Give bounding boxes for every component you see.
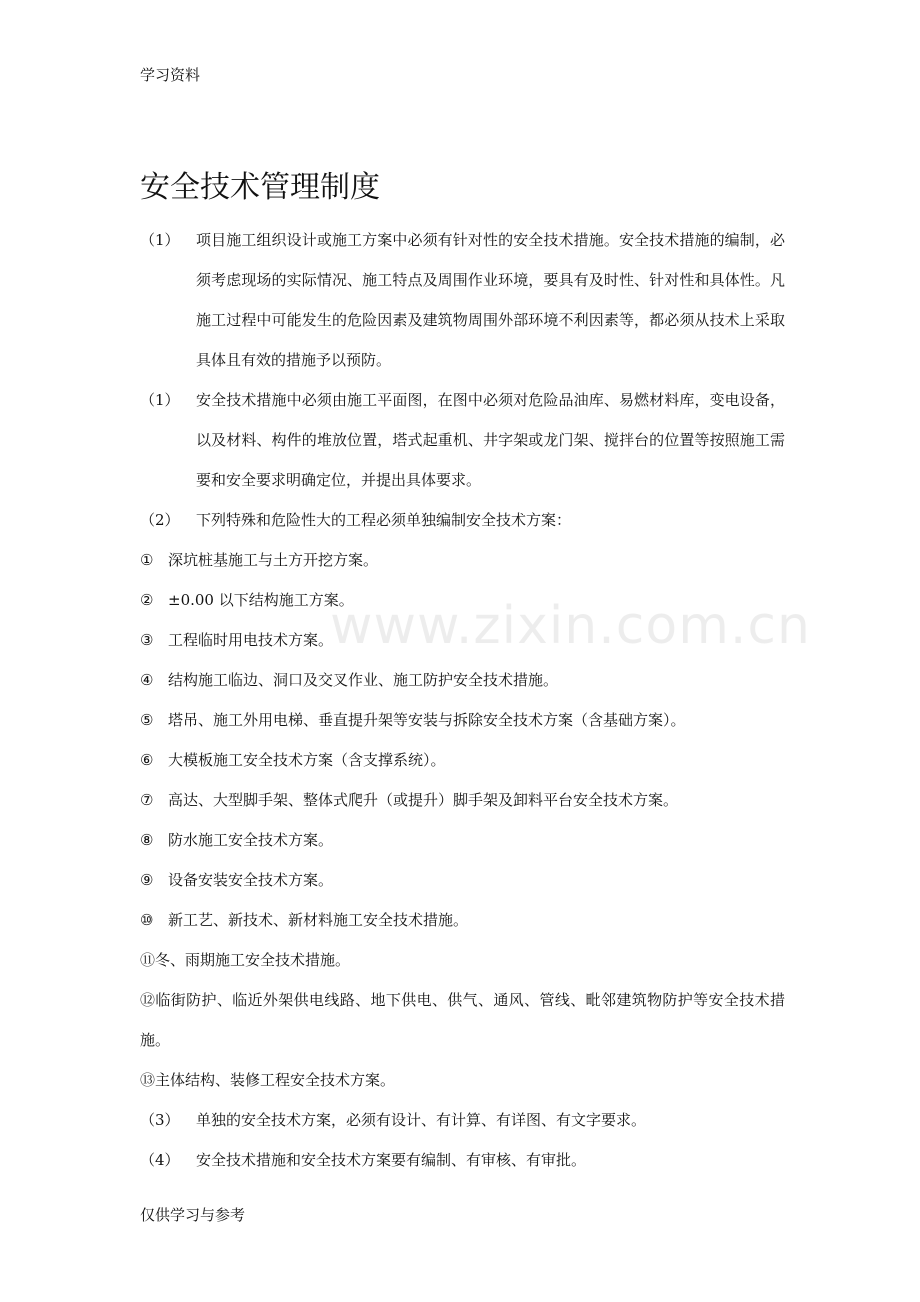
paragraph-text: 单独的安全技术方案，必须有设计、有计算、有详图、有文字要求。 (196, 1111, 647, 1129)
list-marker: ⑦ (140, 791, 154, 809)
list-item: ⑬主体结构、装修工程安全技术方案。 (140, 1071, 396, 1089)
list-item-text: 防水施工安全技术方案。 (168, 831, 334, 849)
list-item-text: 工程临时用电技术方案。 (168, 631, 334, 649)
paragraph-text: 下列特殊和危险性大的工程必须单独编制安全技术方案： (196, 511, 572, 529)
list-item (140, 740, 785, 780)
paragraph (140, 500, 785, 540)
paragraph-number: （2） (140, 511, 180, 529)
list-item (140, 820, 785, 860)
list-item (140, 860, 785, 900)
list-item-text: 结构施工临边、洞口及交叉作业、施工防护安全技术措施。 (168, 671, 559, 689)
list-item (140, 700, 785, 740)
list-item-text: 塔吊、施工外用电梯、垂直提升架等安装与拆除安全技术方案（含基础方案）。 (168, 711, 686, 729)
paragraph-text: 安全技术措施中必须由施工平面图，在图中必须对危险品油库、易燃材料库，变电设备，以及材料、构件的堆放位置，塔式起重机、井字架或龙门架、搅拌台的位置等按照施工需要和安全要求明确定位，并提出具体要求。 (196, 391, 785, 489)
paragraph-text: 项目施工组织设计或施工方案中必须有针对性的安全技术措施。安全技术措施的编制，必须考虑现场的实际情况、施工特点及周围作业环境，要具有及时性、针对性和具体性。凡施工过程中可能发生的危险因素及建筑物周围外部环境不利因素等，都必须从技术上采取具体且有效的措施予以预防。 (196, 231, 785, 369)
list-marker: ② (140, 591, 154, 609)
paragraph (140, 1100, 785, 1140)
document-body (140, 220, 785, 1180)
list-marker: ⑨ (140, 871, 154, 889)
page-footer: 仅供学习与参考 (140, 1206, 246, 1224)
paragraph (140, 220, 785, 380)
list-item-text: 高达、大型脚手架、整体式爬升（或提升）脚手架及卸料平台安全技术方案。 (168, 791, 679, 809)
paragraph (140, 380, 785, 500)
list-item-text: 深坑桩基施工与土方开挖方案。 (168, 551, 379, 569)
list-marker: ⑩ (140, 911, 154, 929)
list-item: ⑪冬、雨期施工安全技术措施。 (140, 951, 351, 969)
paragraph (140, 1140, 785, 1180)
list-item-text: ±0.00 以下结构施工方案。 (168, 591, 354, 609)
list-item (140, 780, 785, 820)
list-item-text: 大模板施工安全技术方案（含支撑系统）。 (168, 751, 446, 769)
watermark: www.zixin.com.cn (330, 596, 811, 656)
document-title: 安全技术管理制度 (140, 170, 380, 205)
list-marker: ① (140, 551, 154, 569)
list-item-text: 新工艺、新技术、新材料施工安全技术措施。 (168, 911, 469, 929)
list-marker: ⑥ (140, 751, 154, 769)
list-marker: ⑤ (140, 711, 154, 729)
list-marker: ④ (140, 671, 154, 689)
list-marker: ③ (140, 631, 154, 649)
list-item (140, 660, 785, 700)
paragraph-number: （1） (140, 391, 180, 409)
paragraph-number: （1） (140, 231, 180, 249)
list-item-text: 设备安装安全技术方案。 (168, 871, 334, 889)
paragraph-number: （3） (140, 1111, 180, 1129)
list-marker: ⑧ (140, 831, 154, 849)
list-item (140, 540, 785, 580)
paragraph-number: （4） (140, 1151, 180, 1169)
paragraph-text: 安全技术措施和安全技术方案要有编制、有审核、有审批。 (196, 1151, 587, 1169)
list-item: ⑫临街防护、临近外架供电线路、地下供电、供气、通风、管线、毗邻建筑物防护等安全技术措施。 (140, 991, 785, 1049)
page-header: 学习资料 (140, 66, 201, 84)
list-item (140, 900, 785, 940)
